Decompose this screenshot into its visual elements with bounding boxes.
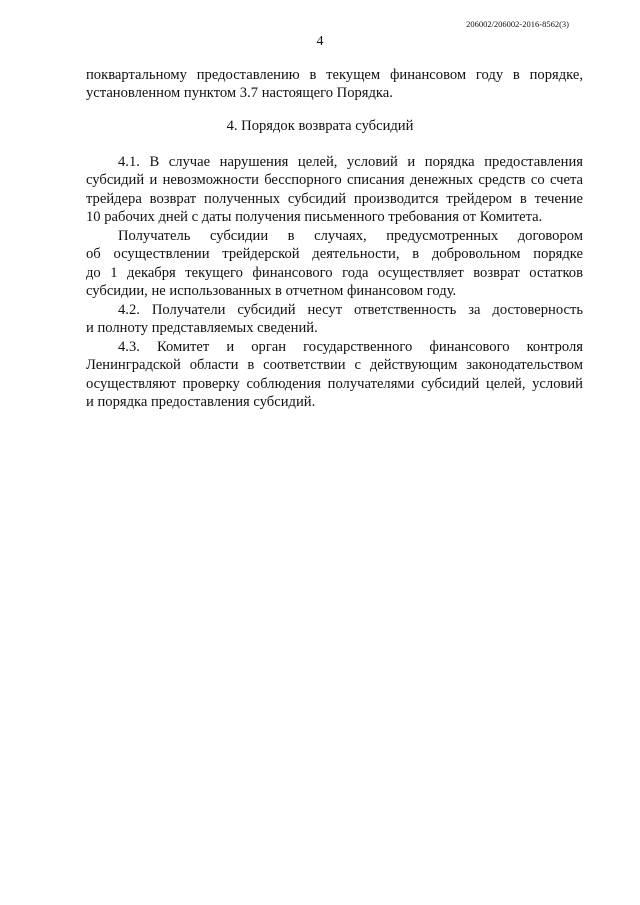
paragraph-4-3 bbox=[86, 338, 583, 412]
text-line: 4.1. В случае нарушения целей, условий и порядка предоставления bbox=[118, 154, 583, 170]
text-line: и порядка предоставления субсидий. bbox=[86, 394, 316, 411]
text-line: 4.3. Комитет и орган государственного финансового контроля bbox=[118, 339, 583, 355]
text-line: трейдера возврат полученных субсидий производится трейдером в течение bbox=[86, 190, 583, 207]
page-number: 4 bbox=[316, 34, 324, 49]
text-line: Ленинградской области в соответствии с действующим законодательством bbox=[86, 357, 583, 374]
paragraph-recipient bbox=[86, 227, 583, 301]
text-line: осуществляют проверку соблюдения получателями субсидий целей, условий bbox=[86, 375, 583, 392]
text-line: об осуществлении трейдерской деятельности, в добровольном порядке bbox=[86, 246, 583, 263]
document-code: 206002/206002-2016-8562(3) bbox=[466, 19, 569, 29]
text-line: субсидии, не использованных в отчетном финансовом году. bbox=[86, 283, 457, 300]
text-line: субсидий и невозможности бесспорного списания денежных средств со счета bbox=[86, 172, 583, 189]
text-line: 10 рабочих дней с даты получения письменного требования от Комитета. bbox=[86, 209, 543, 226]
text-line: поквартальному предоставлению в текущем финансовом году в порядке, bbox=[86, 67, 583, 83]
text-line: 4.2. Получатели субсидий несут ответственность за достоверность bbox=[118, 302, 583, 318]
text-line: Получатель субсидии в случаях, предусмотренных договором bbox=[118, 228, 583, 244]
text-line: установленном пунктом 3.7 настоящего Порядка. bbox=[86, 85, 393, 102]
section-heading: 4. Порядок возврата субсидий bbox=[226, 118, 414, 134]
intro-paragraph bbox=[86, 66, 583, 103]
paragraph-4-1 bbox=[86, 153, 583, 227]
text-line: и полноту представляемых сведений. bbox=[86, 320, 318, 337]
text-line: до 1 декабря текущего финансового года осуществляет возврат остатков bbox=[86, 264, 583, 281]
paragraph-4-2 bbox=[86, 301, 583, 338]
